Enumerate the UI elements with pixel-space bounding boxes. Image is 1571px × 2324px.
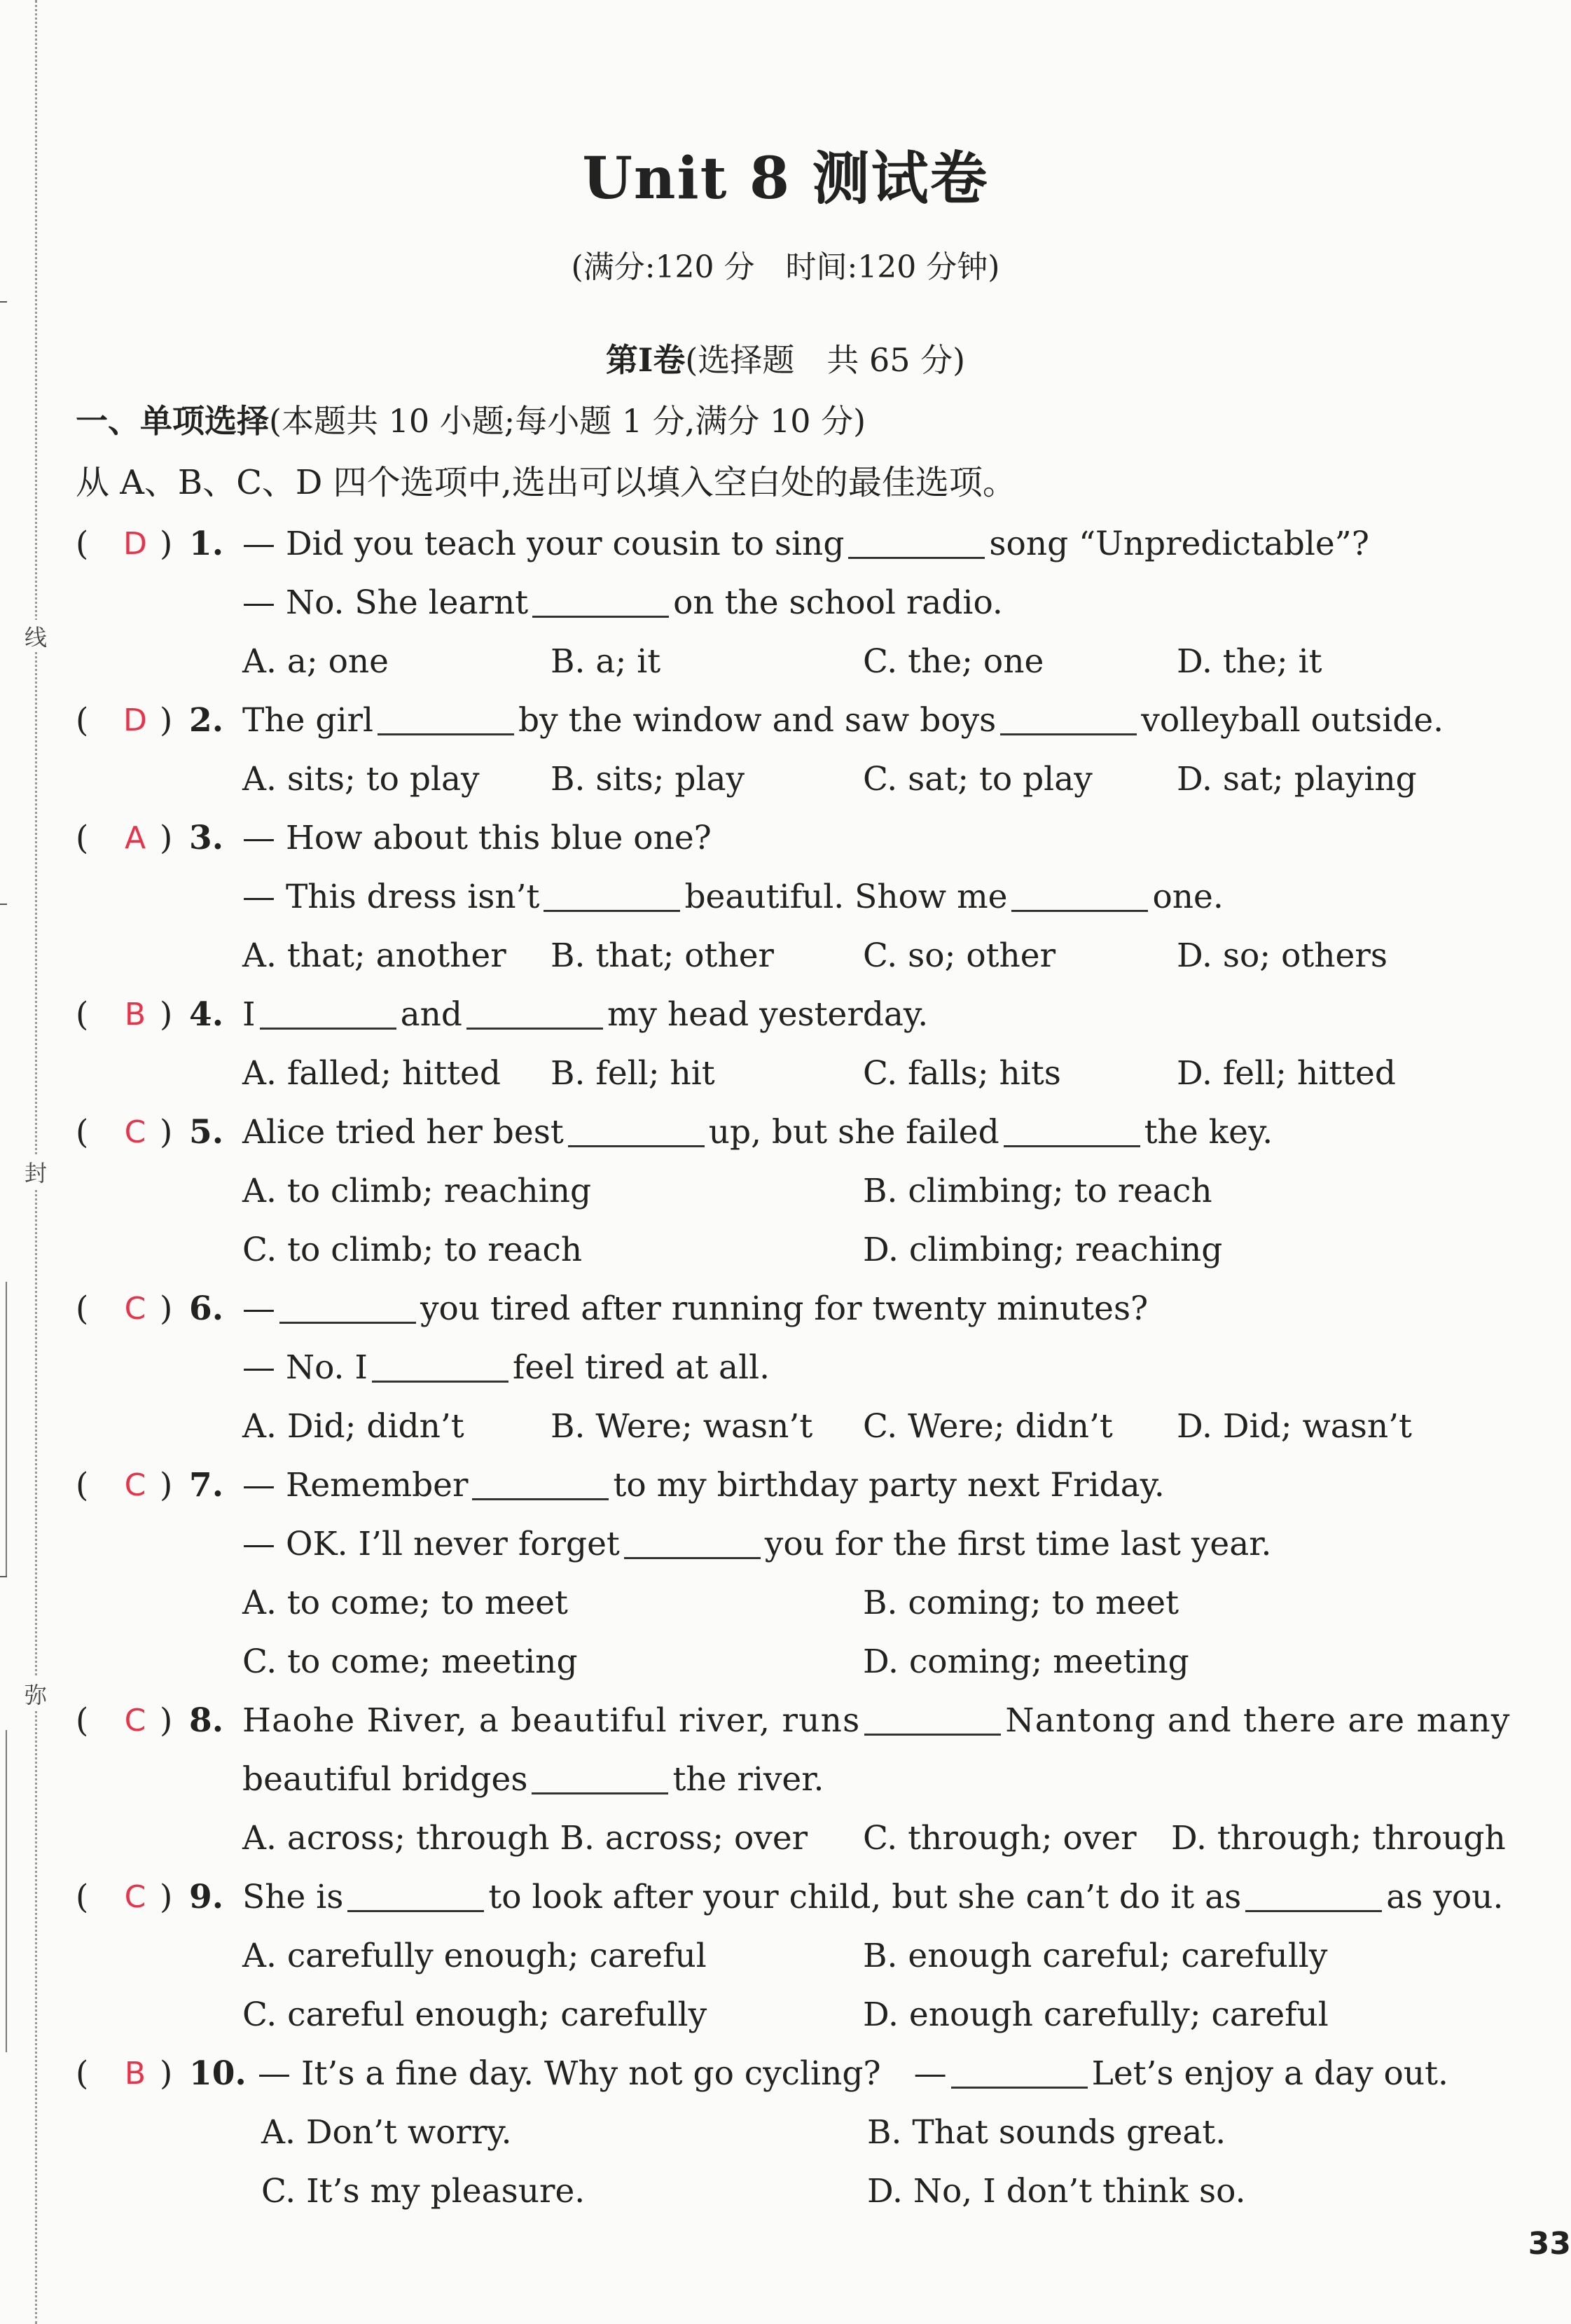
question-number: 7. <box>189 1466 224 1505</box>
answer-blank <box>472 1462 609 1500</box>
stem-text: to look after your child, but she can’t do it as <box>488 1878 1242 1916</box>
question-8-options <box>76 1809 1518 1868</box>
option-b: B. coming; to meet <box>863 1584 1179 1622</box>
answer-mark: B <box>124 2056 146 2091</box>
option-a: A. that; another <box>242 936 506 975</box>
question-stem <box>242 1515 1272 1574</box>
question-8-line-2 <box>76 1750 1518 1809</box>
question-stem <box>242 1103 1273 1162</box>
question-5-options-row-1 <box>76 1162 1518 1221</box>
option-a: A. Don’t worry. <box>261 2113 512 2152</box>
stem-text: — Did you teach your cousin to sing <box>242 525 845 563</box>
stem-text: — No. I <box>242 1348 368 1387</box>
question-2-options <box>76 750 1518 809</box>
question-number: 4. <box>189 995 224 1034</box>
stem-text: volleyball outside. <box>1141 701 1444 740</box>
option-a: A. sits; to play <box>242 760 480 798</box>
answer-blank <box>568 1109 705 1147</box>
option-c: C. careful enough; carefully <box>242 1996 707 2034</box>
stem-text: you for the first time last year. <box>764 1525 1272 1563</box>
answer-blank <box>1000 697 1137 735</box>
stem-text: She is <box>242 1878 344 1916</box>
binding-mark-feng: 封 <box>24 1156 48 1188</box>
answer-mark: C <box>124 1114 146 1150</box>
part-description: (选择题 共 65 分) <box>685 341 966 379</box>
answer-blank <box>372 1344 508 1383</box>
option-d: D. Did; wasn’t <box>1177 1407 1412 1446</box>
paren-left: ( <box>76 525 89 563</box>
question-9-options-row-2 <box>76 1986 1518 2045</box>
question-1-options <box>76 632 1518 691</box>
question-3 <box>76 809 1518 868</box>
question-10-options-row-1 <box>76 2103 1518 2162</box>
question-stem <box>242 1692 1511 1750</box>
question-number: 9. <box>189 1878 224 1916</box>
question-1 <box>76 515 1518 574</box>
binding-rule <box>6 1730 7 2052</box>
question-6 <box>76 1280 1518 1339</box>
option-b: B. a; it <box>551 642 661 681</box>
answer-blank <box>544 873 680 912</box>
answer-mark: C <box>124 1703 146 1738</box>
question-2 <box>76 691 1518 750</box>
question-stem: — How about this blue one? <box>242 819 712 857</box>
stem-text: one. <box>1152 878 1224 916</box>
paren-right: ) <box>160 1113 173 1151</box>
answer-blank <box>532 1756 668 1794</box>
paren-left: ( <box>76 1878 89 1916</box>
answer-blank <box>466 991 603 1030</box>
option-d: D. No, I don’t think so. <box>867 2172 1246 2211</box>
page-number: 33 <box>1528 2226 1571 2262</box>
stem-text: as you. <box>1386 1878 1504 1916</box>
paren-left: ( <box>76 995 89 1034</box>
section-instruction: 从 A、B、C、D 四个选项中,选出可以填入空白处的最佳选项。 <box>76 463 1016 502</box>
stem-text: song “Unpredictable”? <box>989 525 1369 563</box>
option-d: D. enough carefully; careful <box>863 1996 1329 2034</box>
answer-blank <box>1245 1874 1382 1912</box>
question-number: 10. <box>189 2054 247 2093</box>
stem-text: feel tired at all. <box>512 1348 770 1387</box>
question-stem <box>242 868 1224 927</box>
answer-mark: D <box>123 526 147 562</box>
binding-rule <box>6 1282 7 1576</box>
stem-text: on the school radio. <box>673 583 1003 622</box>
answer-blank <box>624 1521 761 1559</box>
paren-right: ) <box>160 1289 173 1328</box>
binding-mark-mi: 弥 <box>24 1678 48 1710</box>
option-d: D. sat; playing <box>1177 760 1417 798</box>
question-6-options <box>76 1397 1518 1456</box>
paren-right: ) <box>160 1878 173 1916</box>
stem-text: — No. She learnt <box>242 583 529 622</box>
option-a: A. a; one <box>242 642 389 681</box>
question-5-options-row-2 <box>76 1221 1518 1280</box>
paren-right: ) <box>160 525 173 563</box>
paren-left: ( <box>76 1113 89 1151</box>
stem-text: my head yesterday. <box>607 995 929 1034</box>
question-number: 3. <box>189 819 224 857</box>
question-7-options-row-2 <box>76 1633 1518 1692</box>
question-list <box>76 515 1518 2221</box>
option-a: A. falled; hitted <box>242 1054 501 1093</box>
stem-text: — It’s a fine day. Why not go cycling? — <box>258 2054 947 2093</box>
option-a: A. to climb; reaching <box>242 1172 592 1210</box>
paren-left: ( <box>76 2054 89 2093</box>
question-number: 5. <box>189 1113 224 1151</box>
stem-text: Haohe River, a beautiful river, runs <box>242 1701 861 1740</box>
stem-text: by the window and saw boys <box>518 701 997 740</box>
answer-mark: C <box>124 1879 146 1915</box>
question-stem <box>242 1750 824 1809</box>
option-c: C. sat; to play <box>863 760 1093 798</box>
paren-right: ) <box>160 995 173 1034</box>
score-time-info: (满分:120 分 时间:120 分钟) <box>571 249 1000 285</box>
question-7-line-2 <box>76 1515 1518 1574</box>
stem-text: I <box>242 995 256 1034</box>
answer-blank <box>864 1697 1001 1736</box>
question-9 <box>76 1868 1518 1927</box>
stem-text: you tired after running for twenty minutes? <box>420 1289 1149 1328</box>
section-description: (本题共 10 小题;每小题 1 分,满分 10 分) <box>269 402 866 440</box>
answer-mark: C <box>124 1291 146 1327</box>
option-c: C. to come; meeting <box>242 1642 578 1681</box>
option-d: D. coming; meeting <box>863 1642 1189 1681</box>
option-a: A. Did; didn’t <box>242 1407 464 1446</box>
question-stem <box>258 2045 1448 2103</box>
question-7 <box>76 1456 1518 1515</box>
paren-right: ) <box>160 1701 173 1740</box>
question-9-options-row-1 <box>76 1927 1518 1986</box>
option-b: B. That sounds great. <box>867 2113 1226 2152</box>
stem-text: — Remember <box>242 1466 469 1505</box>
question-stem <box>242 1456 1165 1515</box>
question-stem <box>242 1280 1148 1339</box>
section-label: 一、单项选择 <box>76 402 269 440</box>
option-c: C. falls; hits <box>863 1054 1061 1093</box>
answer-blank <box>260 991 396 1030</box>
option-d: D. fell; hitted <box>1177 1054 1396 1093</box>
option-c: C. It’s my pleasure. <box>261 2172 586 2211</box>
stem-text: Alice tried her best <box>242 1113 564 1151</box>
question-number: 6. <box>189 1289 224 1328</box>
question-5 <box>76 1103 1518 1162</box>
question-4 <box>76 985 1518 1044</box>
answer-blank <box>1011 873 1148 912</box>
stem-text: and <box>400 995 462 1034</box>
option-a-b: A. across; through B. across; over <box>242 1819 808 1858</box>
paren-left: ( <box>76 1466 89 1505</box>
answer-mark: D <box>123 703 147 738</box>
stem-text: Nantong and there are many <box>1005 1701 1511 1740</box>
binding-tick <box>0 904 7 905</box>
option-b: B. climbing; to reach <box>863 1172 1212 1210</box>
paren-left: ( <box>76 1289 89 1328</box>
option-b: B. Were; wasn’t <box>551 1407 813 1446</box>
option-c: C. the; one <box>863 642 1044 681</box>
part-title <box>0 335 1571 381</box>
paren-right: ) <box>160 1466 173 1505</box>
question-stem <box>242 985 928 1044</box>
question-6-line-2 <box>76 1339 1518 1397</box>
question-8 <box>76 1692 1518 1750</box>
question-stem <box>242 574 1003 632</box>
binding-tick <box>0 301 7 303</box>
stem-text: up, but she failed <box>708 1113 999 1151</box>
paren-right: ) <box>160 819 173 857</box>
stem-text: — OK. I’ll never forget <box>242 1525 620 1563</box>
option-b: B. fell; hit <box>551 1054 715 1093</box>
question-number: 1. <box>189 525 224 563</box>
question-stem <box>242 691 1444 750</box>
option-a: A. carefully enough; careful <box>242 1937 707 1975</box>
page-title: Unit 8 测试卷 <box>582 145 989 212</box>
answer-mark: A <box>124 820 146 856</box>
question-stem <box>242 1339 770 1397</box>
binding-mark-xian: 线 <box>24 620 48 652</box>
question-number: 2. <box>189 701 224 740</box>
stem-text: Let’s enjoy a day out. <box>1091 2054 1448 2093</box>
answer-blank <box>279 1285 416 1324</box>
option-d: D. through; through <box>1171 1819 1506 1858</box>
answer-mark: C <box>124 1467 146 1503</box>
option-b: B. enough careful; carefully <box>863 1937 1328 1975</box>
stem-text: beautiful. Show me <box>684 878 1008 916</box>
question-10-options-row-2 <box>76 2162 1518 2221</box>
stem-text: beautiful bridges <box>242 1760 528 1799</box>
section-heading <box>76 396 866 442</box>
answer-blank <box>347 1874 484 1912</box>
paren-left: ( <box>76 819 89 857</box>
option-d: D. the; it <box>1177 642 1322 681</box>
answer-mark: B <box>124 997 146 1032</box>
question-10 <box>76 2045 1518 2103</box>
part-label: 第Ⅰ卷 <box>605 341 686 379</box>
stem-text: the key. <box>1144 1113 1273 1151</box>
stem-text: to my birthday party next Friday. <box>613 1466 1165 1505</box>
stem-text: The girl <box>242 701 373 740</box>
question-stem <box>242 1868 1503 1927</box>
stem-text: — <box>242 1289 275 1328</box>
option-b: B. that; other <box>551 936 774 975</box>
option-b: B. sits; play <box>551 760 745 798</box>
stem-text: the river. <box>672 1760 824 1799</box>
paren-left: ( <box>76 1701 89 1740</box>
answer-blank <box>378 697 514 735</box>
option-c: C. so; other <box>863 936 1056 975</box>
question-7-options-row-1 <box>76 1574 1518 1633</box>
paren-right: ) <box>160 2054 173 2093</box>
option-c: C. to climb; to reach <box>242 1231 583 1269</box>
binding-tick <box>0 1576 7 1577</box>
paren-right: ) <box>160 701 173 740</box>
answer-blank <box>848 520 985 559</box>
option-a: A. to come; to meet <box>242 1584 568 1622</box>
option-d: D. so; others <box>1177 936 1387 975</box>
question-1-line-2 <box>76 574 1518 632</box>
question-number: 8. <box>189 1701 224 1740</box>
question-3-options <box>76 927 1518 985</box>
answer-blank <box>532 579 669 618</box>
question-3-line-2 <box>76 868 1518 927</box>
option-d: D. climbing; reaching <box>863 1231 1223 1269</box>
paren-left: ( <box>76 701 89 740</box>
answer-blank <box>951 2050 1088 2089</box>
answer-blank <box>1004 1109 1140 1147</box>
option-c: C. through; over <box>863 1819 1137 1858</box>
stem-text: — This dress isn’t <box>242 878 540 916</box>
question-stem <box>242 515 1369 574</box>
option-c: C. Were; didn’t <box>863 1407 1113 1446</box>
question-4-options <box>76 1044 1518 1103</box>
